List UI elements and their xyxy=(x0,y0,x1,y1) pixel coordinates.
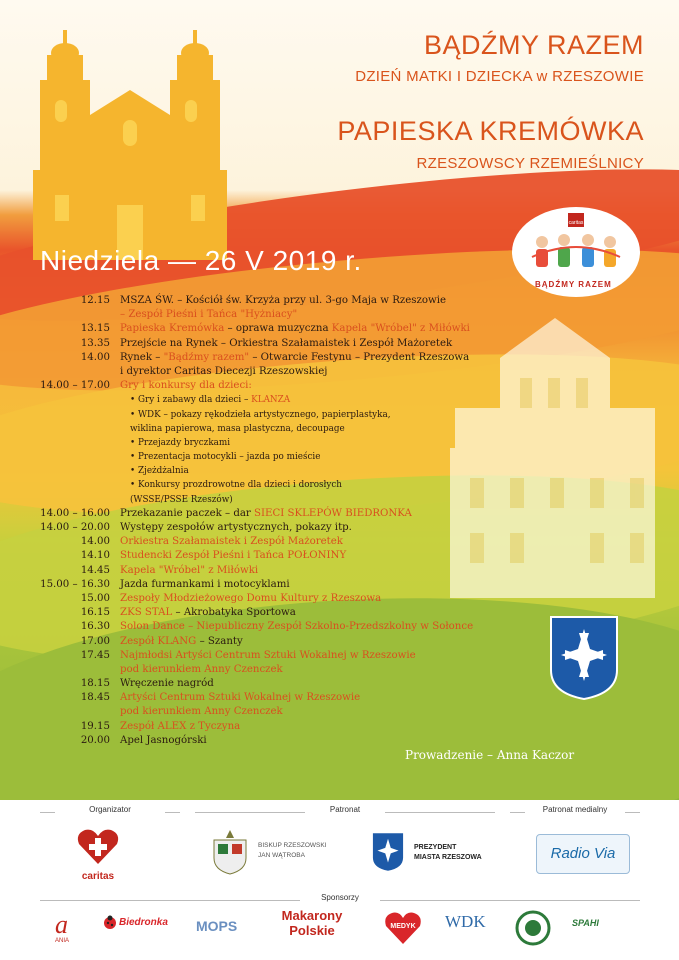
schedule-time: 17.00 xyxy=(80,635,110,647)
sponsor-circular-logo xyxy=(515,910,551,950)
schedule-event-text: • Przejazdy bryczkami xyxy=(130,437,231,448)
schedule-event-highlight: pod kierunkiem Anny Czenczek xyxy=(120,663,283,675)
rzeszow-crest-small-icon xyxy=(372,832,404,872)
event-title: BĄDŹMY RAZEM xyxy=(423,30,644,60)
ladybug-icon xyxy=(103,915,117,929)
schedule-event xyxy=(120,507,412,521)
schedule-row xyxy=(0,620,540,634)
caritas-text: caritas xyxy=(81,871,115,882)
schedule-event-text: wiklina papierowa, masa plastyczna, decoupage xyxy=(130,423,345,434)
schedule-time: 14.00 – 20.00 xyxy=(40,522,110,533)
event-subtitle-secondary: RZESZOWSCY RZEMIEŚLNICY xyxy=(416,155,644,172)
schedule-event-text: i dyrektor Caritas Diecezji Rzeszowskiej xyxy=(120,365,328,377)
schedule-row xyxy=(0,663,540,677)
schedule-event xyxy=(120,379,252,393)
schedule-event-highlight: Artyści Centrum Sztuki Wokalnej w Rzeszowie xyxy=(120,692,361,704)
media-patronage-label: Patronat medialny xyxy=(525,805,625,814)
schedule-event-highlight: Studencki Zespół Pieśni i Tańca POŁONINY xyxy=(120,550,347,562)
schedule-row xyxy=(0,535,540,549)
sponsor-ania-text: ANIA xyxy=(55,938,70,944)
sponsor-medyk-logo xyxy=(383,910,423,950)
schedule-time: 13.15 xyxy=(80,323,110,335)
schedule-row xyxy=(0,308,540,322)
bishop-text-1: BISKUP RZESZOWSKI xyxy=(258,842,327,849)
schedule-row xyxy=(0,507,540,521)
sponsor-ania-logo xyxy=(55,912,85,952)
schedule-event-highlight: Orkiestra Szałamaistek i Zespół Mażoretek xyxy=(120,536,343,548)
schedule-event xyxy=(120,308,297,322)
bishop-logo xyxy=(210,830,360,880)
mayor-text-1: PREZYDENT xyxy=(414,844,457,851)
caritas-heart-icon xyxy=(75,826,121,866)
schedule-row xyxy=(0,478,540,492)
schedule-row xyxy=(0,635,540,649)
schedule-row xyxy=(0,322,540,336)
host-info: Prowadzenie – Anna Kaczor xyxy=(405,748,575,762)
schedule-row xyxy=(0,705,540,719)
schedule-event-text: • WDK – pokazy rękodzieła artystycznego, papierplastyka, xyxy=(130,409,391,420)
schedule-event-text: – Szanty xyxy=(196,635,243,647)
schedule-event-text: Wręczenie nagród xyxy=(120,678,214,690)
schedule-event-highlight: Gry i konkursy dla dzieci: xyxy=(120,380,252,392)
sponsors-label: Sponsorzy xyxy=(300,893,380,902)
schedule-time: 17.45 xyxy=(80,649,110,661)
schedule-event-highlight: SIECI SKLEPÓW BIEDRONKA xyxy=(254,507,412,519)
schedule-row xyxy=(0,734,540,748)
sponsor-medyk-text: MEDYK xyxy=(390,923,416,930)
schedule-event-highlight: ZKS STAL xyxy=(120,607,173,619)
schedule-event xyxy=(130,436,230,450)
schedule-row xyxy=(0,493,540,507)
schedule-event-text: MSZA ŚW. – Kościół św. Krzyża przy ul. 3-go Maja w Rzeszowie xyxy=(120,295,446,306)
patronage-label: Patronat xyxy=(305,805,385,814)
schedule-event-highlight: Kapela "Wróbel" z Miłówki xyxy=(331,323,470,335)
church-illustration xyxy=(25,20,235,260)
schedule-row xyxy=(0,564,540,578)
schedule-row xyxy=(0,677,540,691)
sponsor-biedronka-logo xyxy=(103,915,173,949)
schedule-event-highlight: Zespół ALEX z Tyczyna xyxy=(120,720,241,732)
schedule-event-text: Przejście na Rynek – Orkiestra Szałamaistek i Zespół Mażoretek xyxy=(120,337,453,349)
sponsor-wdk-logo xyxy=(445,912,489,948)
schedule-event xyxy=(120,564,258,578)
schedule-row xyxy=(0,337,540,351)
sponsor-mops-logo xyxy=(196,918,252,946)
schedule-row xyxy=(0,691,540,705)
radio-via-logo xyxy=(536,834,630,874)
schedule-event-highlight: Papieska Kremówka xyxy=(120,323,225,335)
sponsor-makarony-text: Makarony Polskie xyxy=(281,908,343,938)
schedule-time: 16.30 xyxy=(80,621,110,633)
schedule-event xyxy=(120,720,240,734)
schedule-row xyxy=(0,436,540,450)
schedule-event-text: Jazda furmankami i motocyklami xyxy=(120,578,290,590)
schedule-event-text: • Zjeżdżalnia xyxy=(130,466,189,477)
schedule-event xyxy=(120,705,283,719)
schedule-event-highlight: pod kierunkiem Anny Czenczek xyxy=(120,706,283,718)
schedule-event xyxy=(120,649,416,663)
bishop-text-2: JAN WĄTROBA xyxy=(258,852,305,859)
schedule-time: 13.35 xyxy=(80,337,110,349)
schedule-event-text: Apel Jasnogórski xyxy=(120,734,207,746)
schedule-event xyxy=(120,294,446,308)
schedule-row xyxy=(0,549,540,563)
schedule-time: 19.15 xyxy=(80,720,110,732)
ania-mark-icon: a xyxy=(55,910,68,939)
schedule-row xyxy=(0,720,540,734)
schedule-event-text: • Prezentacja motocykli – jazda po mieście xyxy=(130,452,321,463)
organizer-label: Organizator xyxy=(55,805,165,814)
schedule-event-text: – oprawa muzyczna xyxy=(224,323,332,335)
schedule-event-text: (WSSE/PSSE Rzeszów) xyxy=(130,494,233,505)
sponsor-mops-text: MOPS xyxy=(196,918,238,934)
schedule-time: 14.00 xyxy=(80,351,110,363)
schedule-event xyxy=(130,464,189,478)
sponsor-wdk-text: WDK xyxy=(445,912,486,931)
schedule-event-highlight: Zespół KLANG xyxy=(120,635,197,647)
schedule-row xyxy=(0,649,540,663)
schedule-event-text: • Konkursy prozdrowotne dla dzieci i dorosłych xyxy=(130,480,342,491)
event-subtitle: DZIEŃ MATKI I DZIECKA w RZESZOWIE xyxy=(355,68,644,85)
schedule-event-text: • Gry i zabawy dla dzieci – xyxy=(130,395,252,406)
schedule-event-highlight: Kapela "Wróbel" z Miłówki xyxy=(120,564,259,576)
schedule-event xyxy=(120,635,243,649)
schedule-time: 18.15 xyxy=(80,678,110,690)
schedule-row xyxy=(0,450,540,464)
sponsor-biedronka-text: Biedronka xyxy=(119,917,168,928)
schedule-row xyxy=(0,521,540,535)
schedule-event-text: – Akrobatyka Sportowa xyxy=(172,607,296,619)
schedule-event xyxy=(120,663,283,677)
schedule-event xyxy=(120,620,473,634)
schedule-event xyxy=(120,535,343,549)
schedule-row xyxy=(0,365,540,379)
schedule-event xyxy=(130,478,342,492)
schedule-row xyxy=(0,464,540,478)
schedule-time: 18.45 xyxy=(80,692,110,704)
schedule-event xyxy=(120,606,296,620)
schedule-time: 14.10 xyxy=(80,550,110,562)
schedule-event xyxy=(120,322,470,336)
schedule-time: 14.00 – 17.00 xyxy=(40,380,110,392)
sponsor-spahi-text: SPAHI xyxy=(572,918,599,928)
schedule-event xyxy=(130,450,320,464)
schedule-event xyxy=(120,734,207,748)
schedule-row xyxy=(0,379,540,393)
schedule-event xyxy=(120,691,360,705)
sponsor-spahi-logo xyxy=(572,918,632,948)
schedule-event xyxy=(120,521,352,535)
schedule-event xyxy=(120,578,290,592)
schedule-row xyxy=(0,592,540,606)
schedule-event xyxy=(120,677,214,691)
schedule-event xyxy=(130,393,290,407)
schedule-event-text: Występy zespołów artystycznych, pokazy itp. xyxy=(120,522,352,533)
schedule-time: 14.00 xyxy=(80,536,110,548)
schedule-event xyxy=(120,549,346,563)
schedule-row xyxy=(0,422,540,436)
schedule-row xyxy=(0,578,540,592)
event-title-secondary: PAPIESKA KREMÓWKA xyxy=(337,116,644,146)
schedule-time: 14.00 – 16.00 xyxy=(40,507,110,519)
schedule-time: 14.45 xyxy=(80,564,110,576)
schedule-event-text: – Otwarcie Festynu – Prezydent Rzeszowa xyxy=(249,351,470,363)
schedule-event-text: Przekazanie paczek – dar xyxy=(120,507,255,519)
schedule-time: 12.15 xyxy=(80,295,110,306)
event-date: Niedziela — 26 V 2019 r. xyxy=(40,245,362,276)
sponsor-makarony-logo xyxy=(270,908,354,952)
schedule xyxy=(0,294,540,748)
schedule-event xyxy=(130,408,391,422)
schedule-event-highlight: Zespoły Młodzieżowego Domu Kultury z Rzeszowa xyxy=(120,592,382,604)
caritas-logo xyxy=(75,826,121,882)
schedule-event-highlight: – Zespół Pieśni i Tańca "Hyżniacy" xyxy=(120,309,298,321)
schedule-event xyxy=(130,422,345,436)
schedule-event-text: Rynek – xyxy=(120,351,164,363)
bishop-coat-icon xyxy=(210,830,250,876)
radio-via-text: Radio Via xyxy=(550,845,616,862)
schedule-event xyxy=(120,365,327,379)
schedule-time: 15.00 – 16.30 xyxy=(40,578,110,590)
schedule-row xyxy=(0,393,540,407)
schedule-row xyxy=(0,294,540,308)
caritas-mini-text: caritas xyxy=(568,220,584,226)
mayor-logo xyxy=(372,832,512,878)
schedule-event-highlight: Solon Dance – Niepubliczny Zespół Szkolno-Przedszkolny w Sołonce xyxy=(120,621,474,633)
schedule-row xyxy=(0,351,540,365)
rzeszow-coat-of-arms-icon xyxy=(549,615,619,701)
schedule-event xyxy=(120,351,469,365)
logo-caption: BĄDŹMY RAZEM xyxy=(535,280,612,289)
schedule-event-highlight: "Bądźmy razem" xyxy=(163,351,250,363)
schedule-event-highlight: KLANZA xyxy=(251,395,291,406)
schedule-time: 15.00 xyxy=(80,592,110,604)
green-crest-icon xyxy=(515,910,551,946)
schedule-time: 16.15 xyxy=(80,607,110,619)
schedule-time: 20.00 xyxy=(80,734,110,746)
schedule-row xyxy=(0,606,540,620)
mayor-text-2: MIASTA RZESZOWA xyxy=(414,854,482,861)
schedule-event xyxy=(120,592,381,606)
schedule-event xyxy=(120,337,452,351)
sponsors-footer xyxy=(0,800,679,960)
schedule-row xyxy=(0,408,540,422)
schedule-event xyxy=(130,493,233,507)
schedule-event-highlight: Najmłodsi Artyści Centrum Sztuki Wokalnej w Rzeszowie xyxy=(120,649,416,661)
